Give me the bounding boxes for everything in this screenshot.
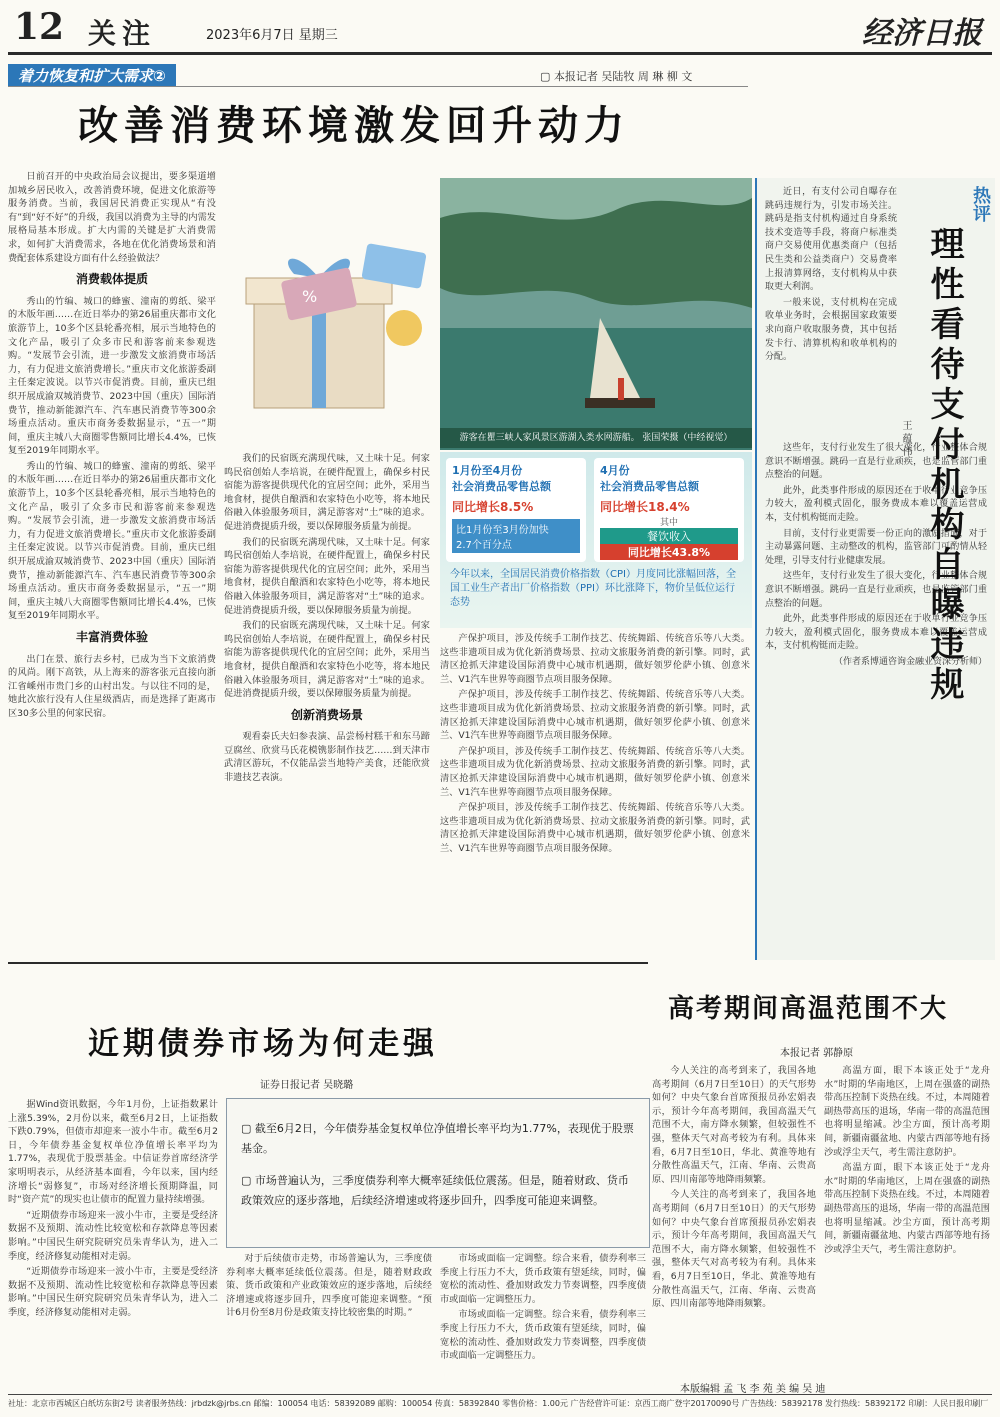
stat-card-jan-apr: [446, 458, 586, 562]
commentary-body-top: [765, 186, 897, 438]
bond-col1-c: “近期债券市场迎来一波小牛市，主要是受经济数据不及预期、流动性比较宽松和存款降息等因素影响。”中国民生研究院研究员朱青华认为，进入二季度，经济修复动能相对走弱。: [8, 1266, 218, 1318]
pullquote-1: ▢ 截至6月2日，今年债券基金复权单位净值增长率平均为1.77%，表现优于股票基金。: [241, 1122, 634, 1155]
weather-column-1: [652, 1064, 816, 1374]
commentary-title: 理性看待支付机构自曝违规: [924, 226, 964, 706]
bond-byline: 证券日报记者 吴晓璐: [260, 1080, 354, 1091]
series-tag: 着力恢复和扩大需求②: [8, 64, 176, 87]
issue-date: 2023年6月7日 星期三: [206, 28, 338, 43]
lead-col3-body-b: 产保护项目，涉及传统手工制作技艺、传统舞蹈、传统音乐等八大类。这些非遗项目成为优化新消费场景、拉动文旅服务消费的新引擎。同时，武清区抢抓天津建设国际消费中心城市机遇期，做好领罗伦萨小镇、创意米兰、V1汽车世界等商圈节点项目服务保障。: [440, 689, 750, 742]
lead-col3-body: 产保护项目，涉及传统手工制作技艺、传统舞蹈、传统音乐等八大类。这些非遗项目成为优化新消费场景、拉动文旅服务消费的新引擎。同时，武清区抢抓天津建设国际消费中心城市机遇期，做好领罗伦萨小镇、创意米兰、V1汽车世界等商圈节点项目服务保障。: [440, 633, 750, 685]
footer-info: 社址：北京市西城区白纸坊东街2号 读者服务热线：jrbdzk@jrbs.cn 邮编：100054 电话：58392089 邮购：100054 传真：58392840 零售价格：1.00元 广告经营许可证：京西工商广登字20170090号 广告热线：58392178 发行热线：58392172 印刷：人民日报印刷厂: [8, 1394, 992, 1409]
lead-column-3: [440, 632, 750, 942]
stat-separator: 其中: [659, 518, 678, 528]
cpi-note: 今年以来，全国居民消费价格指数（CPI）月度同比涨幅回落，全国工业生产者出厂价格指数（PPI）环比涨降下，物价呈低位运行态势: [450, 569, 736, 608]
weather-col1: 今人关注的高考到来了，我国各地高考期间（6月7日至10日）的天气形势如何？中央气象台首席预报员孙宏娟表示，预计今年高考期间，我国高温天气范围不大，南方降水频繁，但较强性不强，整体天气对高考较为有利。具体来看，6月7日至10日，华北、黄淮等地有分散性高温天气，江南、华南、云贵高原、四川南部等地降雨频繁。: [652, 1065, 816, 1185]
weather-headline: 高考期间高温范围不大: [668, 994, 949, 1024]
subhead-carrier: 消费载体提质: [75, 272, 148, 287]
weather-col2: 高温方面，眼下本该正处于“龙舟水”时期的华南地区，上周在强盛的副热带高压控制下炎热在线。不过，本周随着副热带高压的退场，华南一带的高温范围也将明显缩减。沙尘方面，预计高考期间，新疆南疆盆地、内蒙古西部等地有扬沙或浮尘天气，考生需注意防护。: [824, 1065, 990, 1158]
lead-col2-body: 我们的民宿既充满现代味，又土味十足。何家鸣民宿创始人李培说，在硬件配置上，确保乡村民宿能为游客提供现代化的宜居空间；此外，采用当地食材，提供自酿酒和农家特色小吃等，将本地民俗融入体验服务项目，满足游客对“土”味的追求。促进消费提质升级，要以保障服务质量为前提。: [224, 453, 430, 532]
page-number: 12: [14, 6, 65, 48]
stat-value-1: 同比增长8.5%: [452, 500, 534, 514]
commentary-p5: 目前，支付行业更需要一份正向的激励措施，对于主动暴露问题、主动整改的机构，监管部门可酌情从轻处理，引导支付行业健康发展。: [765, 528, 987, 566]
bond-col2: 对于后续债市走势，市场普遍认为，三季度债券利率大概率延续低位震荡。但是，随着财政政策、货币政策和产业政策效应的逐步落地，后续经济增速或将逐步回升，四季度可能迎来调整。“预计6月份至8月份是政策支持比较密集的时期。”: [226, 1253, 432, 1319]
commentary-tag: 热评: [970, 186, 991, 222]
bond-headline: 近期债券市场为何走强: [88, 1026, 438, 1062]
stat-title-2: 4月份 社会消费品零售总额: [600, 464, 699, 493]
lead-col2-body-b: 我们的民宿既充满现代味，又土味十足。何家鸣民宿创始人李培说，在硬件配置上，确保乡村民宿能为游客提供现代化的宜居空间；此外，采用当地食材，提供自酿酒和农家特色小吃等，将本地民俗融入体验服务项目，满足游客对“土”味的追求。促进消费提质升级，要以保障服务质量为前提。: [224, 536, 430, 616]
pullquote-2: ▢ 市场普遍认为，三季度债券利率大概率延续低位震荡。但是，随着财政、货币政策效应的逐步落地，后续经济增速或将逐步回升，四季度可能迎来调整。: [241, 1174, 629, 1207]
stat-card-apr: [594, 458, 744, 562]
bond-col3-b: 市场或面临一定调整。综合来看，债券利率三季度上行压力不大，货币政策有望延续，同时，偏宽松的流动性、叠加财政发力节奏调整，四季度债市或面临一定调整压力。: [440, 1309, 646, 1362]
masthead-logo: 经济日报: [862, 16, 982, 51]
weather-col1-b: 今人关注的高考到来了，我国各地高考期间（6月7日至10日）的天气形势如何？中央气象台首席预报员孙宏娟表示，预计今年高考期间，我国高温天气范围不大，南方降水频繁，但较强性不强，整体天气对高考较为有利。具体来看，6月7日至10日，华北、黄淮等地有分散性高温天气，江南、华南、云贵高原、四川南部等地降雨频繁。: [652, 1189, 816, 1310]
consumption-illustration: [224, 178, 450, 450]
stats-panel: [440, 452, 752, 628]
commentary-p3: 这些年，支付行业发生了很大变化，行业整体合规意识不断增强。跳码一直是行业顽疾，也是监管部门重点整治的问题。: [765, 443, 987, 481]
lead-intro: 日前召开的中央政治局会议提出，要多渠道增加城乡居民收入，改善消费环境，促进文化旅游等服务消费。当前，我国居民消费正实现从“有没有”到“好不好”的升级，我国以消费为主导的内需发展格局基本形成。扩大内需的关键是扩大消费需求，如何扩大消费需求，各地在优化消费场景和消费配套体系建设方面有什么经验做法？: [8, 171, 216, 264]
bond-col1-a: 据Wind资讯数据，今年1月份，上证指数累计上涨5.39%，2月份以来，截至6月2日，上证指数下跌0.79%，但债市却迎来一波小牛市。截至6月2日，今年债券基金复权单位净值增长率平均为1.77%，表现优于股票基金。中信证券首席经济学家明明表示，从经济基本面看，今年以来，国内经济增长“弱修复”，市场对经济增长预期降温，同时“资产荒”的现实也让债市的配置力量持续增强。: [8, 1099, 218, 1206]
stat-title-1: 1月份至4月份 社会消费品零售总额: [452, 464, 551, 493]
byline-rule: [8, 86, 748, 87]
lead-column-2: [224, 452, 430, 942]
bond-column-1: [8, 1098, 218, 1380]
bond-pullquote: [226, 1098, 650, 1248]
lead-body-1: 秀山的竹编、城口的蜂蜜、潼南的剪纸、梁平的木版年画……在近日举办的第26届重庆都市文化旅游节上，10多个区县轮番亮相，展示当地特色的文化产品，吸引了众多市民和游客前来参观选购。“发展节会引流，进一步激发文旅消费市场活力，有力促进文旅消费增长。”重庆市文化旅游委副主任秦定波说。以节兴市促消费。目前，重庆已组织开展成渝双城消费节、2023中国（重庆）国际消费节，推动新能源汽车、汽车惠民消费节等300余场重点活动。重庆市商务委数据显示，“五一”期间，重庆主城八大商圈零售额同比增长4.4%，已恢复至2019年同期水平。: [8, 295, 216, 457]
weather-col2-b: 高温方面，眼下本该正处于“龙舟水”时期的华南地区，上周在强盛的副热带高压控制下炎热在线。不过，本周随着副热带高压的退场，华南一带的高温范围也将明显缩减。沙尘方面，预计高考期间，新疆南疆盆地、内蒙古西部等地有扬沙或浮尘天气，考生需注意防护。: [824, 1162, 990, 1255]
lead-byline: ▢ 本报记者 吴陆牧 周 琳 柳 文: [540, 70, 693, 83]
lead-body-1b: 秀山的竹编、城口的蜂蜜、潼南的剪纸、梁平的木版年画……在近日举办的第26届重庆都市文化旅游节上，10多个区县轮番亮相，展示当地特色的文化产品，吸引了众多市民和游客前来参观选购。“发展节会引流，进一步激发文旅消费市场活力，有力促进文旅消费增长。”重庆市文化旅游委副主任秦定波说。以节兴市促消费。目前，重庆已组织开展成渝双城消费节、2023中国（重庆）国际消费节，推动新能源汽车、汽车惠民消费节等300余场重点活动。重庆市商务委数据显示，“五一”期间，重庆主城八大商圈零售额同比增长4.4%，已恢复至2019年同期水平。: [8, 460, 216, 622]
lead-body-2: 出门在景、旅行去乡村，已成为当下文旅消费的风尚。刚下高铁，从上海来的游客张元直接向浙江省嵊州市贵门乡的山村出发。与以往不同的是，她此次旅行没有人住星级酒店，而是选择了距离市区30多公里的何家民宿。: [8, 653, 216, 719]
bond-column-2: [226, 1252, 432, 1380]
header-rule: [8, 52, 992, 55]
stat-sub-1: 比1月份至3月份加快 2.7个百分点: [452, 519, 580, 553]
weather-byline: 本报记者 郭静原: [780, 1048, 854, 1059]
commentary-p4: 此外，此类事件形成的原因还在于收单行业竞争压力较大，盈利模式固化，服务费成本难以覆盖运营成本，支付机构铤而走险。: [765, 485, 987, 523]
weather-column-2: [824, 1064, 990, 1374]
bond-col1-b: “近期债券市场迎来一波小牛市，主要是受经济数据不及预期、流动性比较宽松和存款降息等因素影响。”中国民生研究院研究员朱青华认为，进入二季度，经济修复动能相对走弱。: [8, 1209, 218, 1262]
bond-column-3: [440, 1252, 646, 1380]
svg-text:%: %: [302, 287, 318, 306]
subhead-experience: 丰富消费体验: [75, 630, 148, 644]
bond-col3: 市场或面临一定调整。综合来看，债券利率三季度上行压力不大，货币政策有望延续，同时，偏宽松的流动性、叠加财政发力节奏调整，四季度债市或面临一定调整压力。: [440, 1253, 646, 1305]
editor-line: 本版编辑 孟 飞 李 苑 美 编 吴 迪: [680, 1384, 826, 1395]
stat-value-2: 同比增长18.4%: [600, 500, 690, 514]
commentary-sign: （作者系博通咨询金融业资深分析师）: [833, 656, 987, 667]
photo-caption: 游客在瞿三峡人家风景区游湖入类水网游船。 张国荣摄（中经视觉）: [440, 428, 752, 448]
stat-sub-2: 餐饮收入: [600, 528, 738, 544]
section-name: 关注: [88, 17, 157, 50]
commentary-author: 王 蕴 伟: [900, 420, 911, 457]
commentary-p6: 这些年，支付行业发生了很大变化，行业整体合规意识不断增强。跳码一直是行业顽疾，也是监管部门重点整治的问题。: [765, 571, 987, 609]
stat-sub-value-2: 同比增长43.8%: [600, 544, 738, 560]
lead-headline: 改善消费环境激发回升动力: [78, 103, 630, 149]
commentary-p1: 近日，有支付公司自曝存在跳码违规行为，引发市场关注。跳码是指支付机构通过自身系统技术变造等手段，将商户标准类商户交易使用优惠类商户（包括民生类和公益类商户）交易费率上报清算网络，支付机构从中获取更大利润。: [765, 187, 897, 293]
subhead-scenes: 创新消费场景: [290, 707, 363, 722]
lead-col2-body-2: 观看泰氏夫妇参表演、品尝杨村糕干和东马蹄豆腐丝、欣赏马氏花模镌影制作技艺……到天津市武清区游玩，不仅能品尝当地特产美食，还能欣赏非遗技艺表演。: [224, 731, 430, 784]
lead-col3-body-d: 产保护项目，涉及传统手工制作技艺、传统舞蹈、传统音乐等八大类。这些非遗项目成为优化新消费场景、拉动文旅服务消费的新引擎。同时，武清区抢抓天津建设国际消费中心城市机遇期，做好领罗伦萨小镇、创意米兰、V1汽车世界等商圈节点项目服务保障。: [440, 802, 750, 854]
bond-top-rule: [8, 962, 648, 964]
lead-col2-body-c: 我们的民宿既充满现代味，又土味十足。何家鸣民宿创始人李培说，在硬件配置上，确保乡村民宿能为游客提供现代化的宜居空间；此外，采用当地食材，提供自酿酒和农家特色小吃等，将本地民俗融入体验服务项目，满足游客对“土”味的追求。促进消费提质升级，要以保障服务质量为前提。: [224, 620, 430, 700]
lead-col3-body-c: 产保护项目，涉及传统手工制作技艺、传统舞蹈、传统音乐等八大类。这些非遗项目成为优化新消费场景、拉动文旅服务消费的新引擎。同时，武清区抢抓天津建设国际消费中心城市机遇期，做好领罗伦萨小镇、创意米兰、V1汽车世界等商圈节点项目服务保障。: [440, 745, 750, 798]
river-scene-photo: [440, 178, 752, 450]
commentary-p2: 一般来说，支付机构在完成收单业务时，会根据国家政策要求向商户收取服务费，其中包括发卡行、清算机构和收单机构的分配。: [765, 297, 897, 363]
lead-column-1: [8, 170, 216, 930]
commentary-p7: 此外，此类事件形成的原因还在于收单行业竞争压力较大，盈利模式固化，服务费成本难以覆盖运营成本，支付机构铤而走险。: [765, 614, 987, 652]
